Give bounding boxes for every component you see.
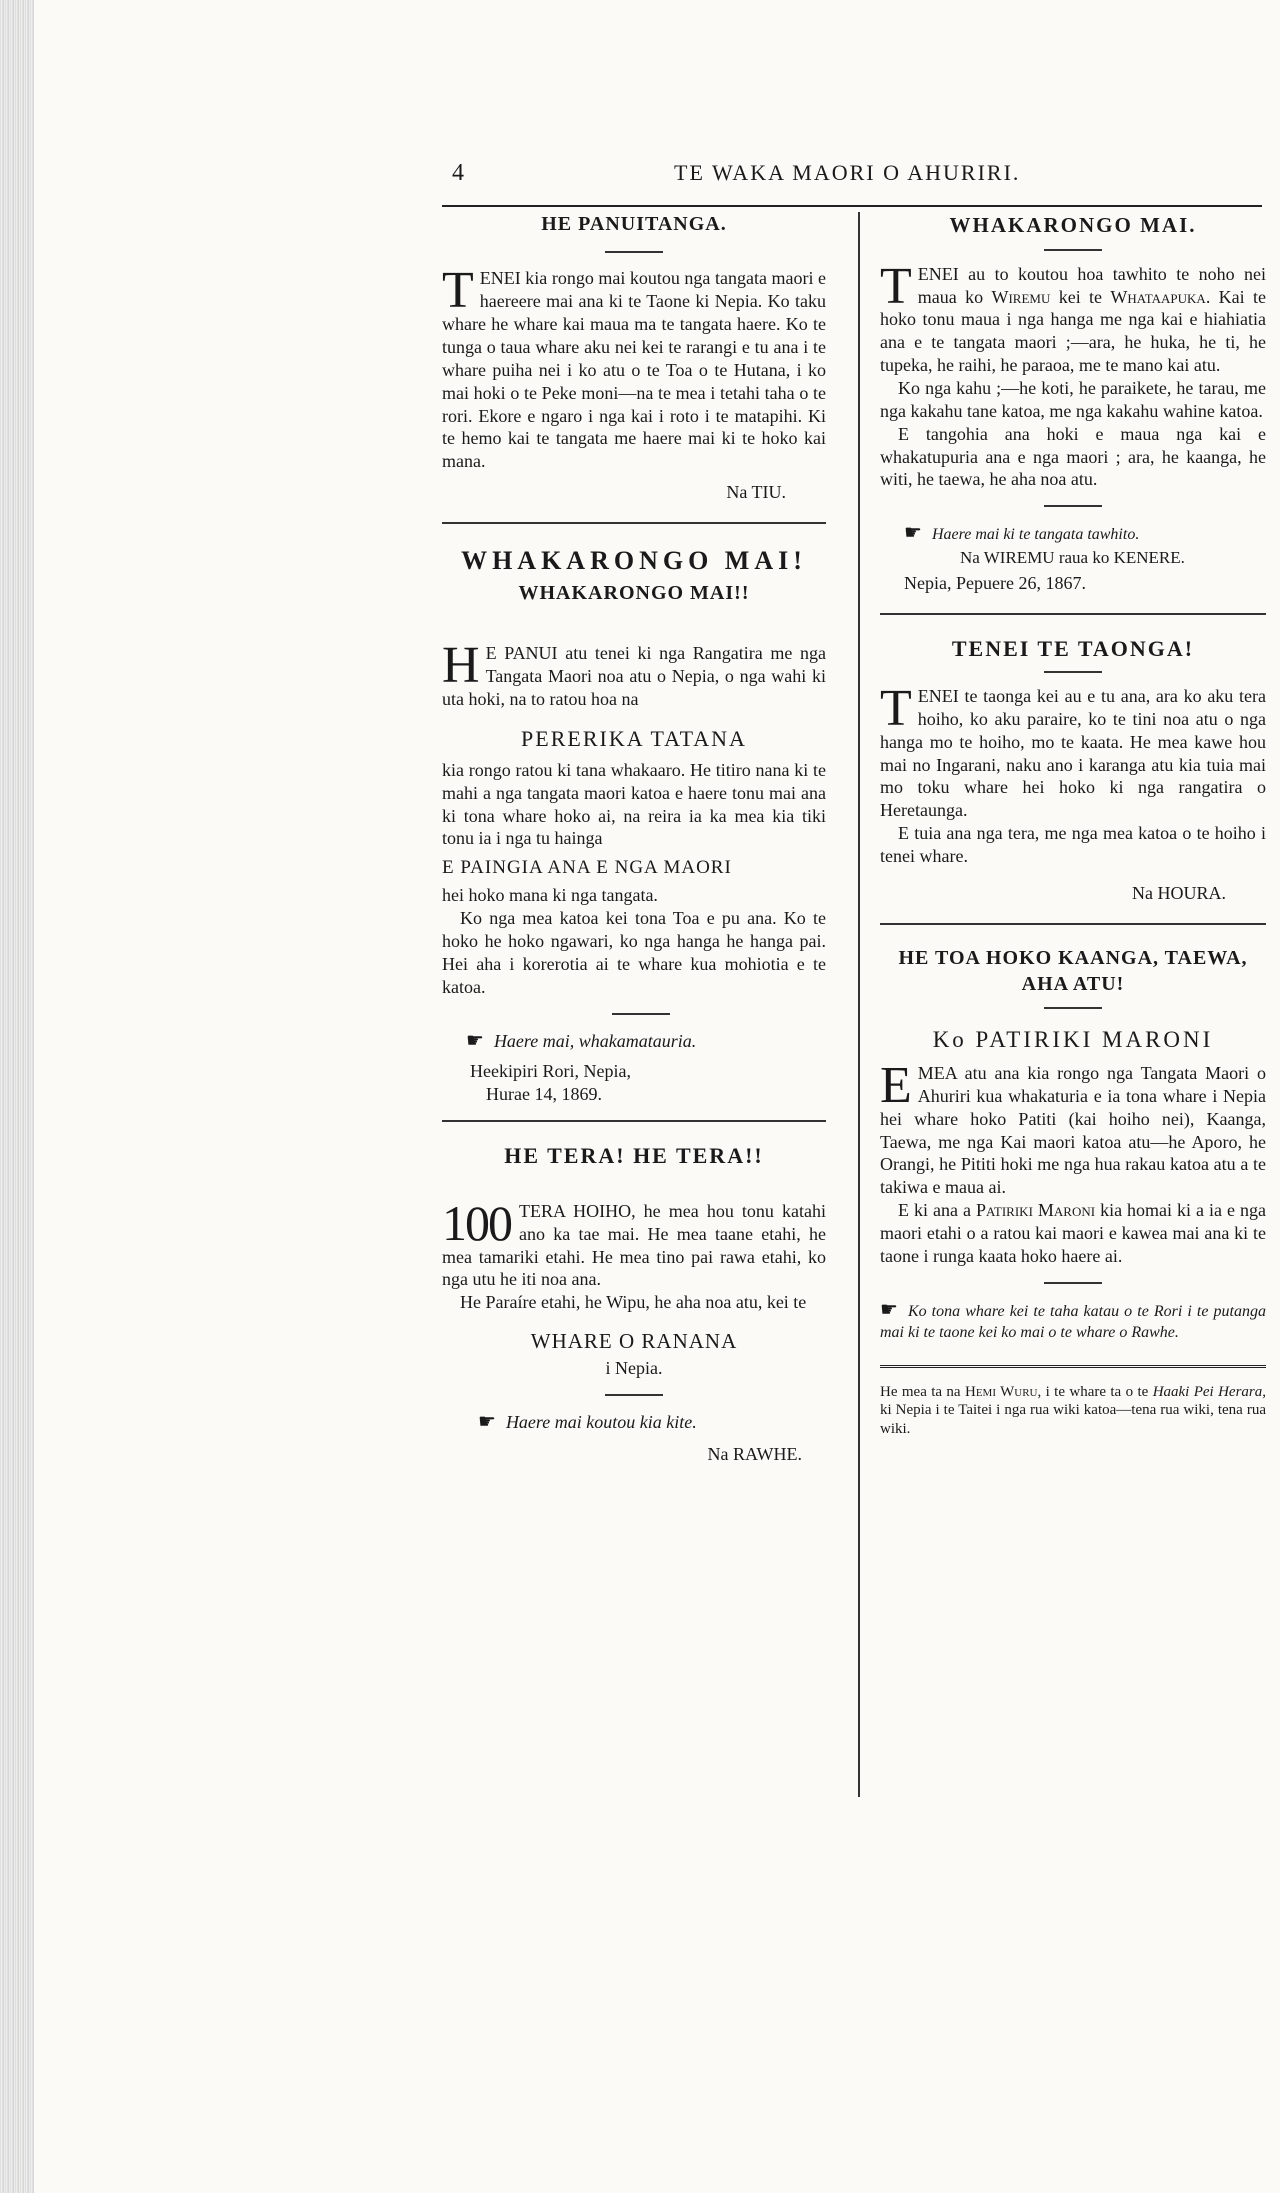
header-rule (442, 205, 1262, 207)
ad-whakarongo-mai (442, 544, 826, 1106)
imprint-rule (880, 1365, 1266, 1371)
pointing-hand-icon: ☛ (904, 522, 922, 545)
short-rule (605, 251, 663, 253)
short-rule (612, 1013, 670, 1015)
drop-number: 100 (442, 1194, 511, 1251)
ad-paragraph: E tangohia ana hoki e maua nga kai e whakatupuria ana e nga maori ; ara, he kaanga, he witi, he taewa, he aha noa atu. (880, 423, 1266, 490)
drop-cap: H (442, 637, 480, 695)
ad-paragraph: Ko nga mea katoa kei tona Toa e pu ana. Ko te hoko he hoko ngawari, ko nga hanga he hanga pai. Hei aha i korerotia ai te whare kua mohiotia e te katoa. (442, 908, 826, 997)
section-rule (880, 923, 1266, 925)
ad-panuitanga (442, 212, 826, 504)
ad-tenei-te-taonga (880, 635, 1266, 905)
ad-subtitle: WHAKARONGO MAI!! (518, 582, 750, 604)
ad-date: Hurae 14, 1869. (486, 1084, 602, 1105)
ad-toa-hoko (880, 945, 1266, 1343)
ad-title: WHAKARONGO MAI! (461, 545, 807, 575)
short-rule (605, 1394, 663, 1396)
signature: Na TIU. (726, 482, 786, 503)
drop-cap: E (880, 1056, 912, 1114)
ad-body: TENEI kia rongo mai koutou nga tangata maori e haereere mai ana ki te Taone ki Nepia. Ko taku whare he whare kai maua ma te tangata haere. Ko te tunga o taua whare aku nei kei te rarangi e tu ana i te whare puiha nei i ko atu o te Toa o te Hutana, i ko mai hoki o te Peke moni—na te mea i tetahi taha o te rori. Ekore e ngaro i nga kai i roto i te matapihi. Ki te hemo kai te tangata me haere mai ki te hoko kai mana. (442, 262, 826, 472)
ad-whakarongo-mai-right (880, 212, 1266, 595)
newspaper-title: TE WAKA MAORI O AHURIRI. (674, 160, 1021, 185)
drop-cap: T (442, 262, 474, 320)
ad-paragraph: TENEI au to koutou hoa tawhito te noho nei maua ko Wiremu kei te Whataapuka. Kai te hoko tonu maua i nga hanga me nga kai e hiahiatia ana e te tangata maori ;—ara, he huka, he ti, he tupeka, he raihi, he paraoa, me te mano kai atu. (880, 257, 1267, 376)
ad-title: HE TERA! HE TERA!! (504, 1142, 764, 1168)
page-number: 4 (452, 160, 464, 186)
section-rule (442, 1120, 826, 1122)
scan-binding-edge (0, 0, 34, 2193)
ad-paragraph: Ko nga kahu ;—he koti, he paraikete, he tarau, me nga kakahu tane katoa, me nga kakahu wahine katoa. (880, 377, 1266, 421)
ad-title: WHAKARONGO MAI. (949, 213, 1197, 237)
drop-cap: T (880, 257, 912, 315)
ad-paragraph: TENEI te taonga kei au e tu ana, ara ko aku tera hoiho, ko aku paraire, ko te tini noa atu o nga hanga mo te hoiho, mo te kaata. He mea kawe hou mai no Ingarani, naku ano i karanga atu kia tuia mai mo toku whare hei hoko ki nga rangatira o Heretaunga. (880, 680, 1266, 821)
section-rule (880, 613, 1266, 615)
ad-paragraph: kia rongo ratou ki tana whakaaro. He titiro nana ki te mahi a nga tangata maori katoa e haere tonu mai ana ki tona whare hoko ai, na reira ia ka mea kia tiki tonu ia i nga tu hainga (442, 759, 826, 849)
right-column (880, 212, 1266, 1439)
column-divider (858, 212, 860, 1797)
merchant-name: Ko PATIRIKI MARONI (932, 1026, 1214, 1052)
ad-intro: H E PANUI atu tenei ki nga Rangatira me nga Tangata Maori noa atu o Nepia, o nga wahi ki uta hoki, na to ratou hoa na (442, 637, 826, 710)
ad-paragraph: EMEA atu ana kia rongo nga Tangata Maori o Ahuriri kua whakaturia e ia tona whare i Nepia hei whare hoko Patiti (kai hoiho nei), Kaanga, Taewa, me nga Kai maori katoa atu—he Aporo, he Orangi, he Pititi hoki me nga hua rakau katoa atu a te takiwa e maua ai. (880, 1056, 1266, 1198)
ad-paragraph: He Paraíre etahi, he Wipu, he aha noa atu, kei te (460, 1292, 807, 1313)
short-rule (1044, 1282, 1102, 1284)
ad-paragraph: E tuia ana nga tera, me nga mea katoa o te hoiho i tenei whare. (880, 823, 1266, 867)
pointing-hand-icon: ☛ (466, 1029, 484, 1052)
short-rule (1044, 249, 1102, 251)
store-name: WHARE O RANANA (530, 1329, 738, 1354)
ad-title: HE PANUITANGA. (541, 213, 727, 235)
drop-cap: T (880, 680, 912, 738)
ad-title: TENEI TE TAONGA! (951, 636, 1195, 662)
merchant-name: PERERIKA TATANA (521, 725, 747, 751)
signature: Na HOURA. (1132, 882, 1226, 903)
printer-imprint: He mea ta na Hemi Wuru, i te whare ta o te Haaki Pei Herara, ki Nepia i te Taitei i nga rua wiki katoa—tena rua wiki, tena rua wiki. (880, 1383, 1267, 1438)
ad-paragraph: hei hoko mana ki nga tangata. (442, 885, 658, 906)
ad-caps-line: E PAINGIA ANA E NGA MAORI (442, 857, 732, 879)
page-header (442, 160, 1262, 196)
ad-note: ☛ Haere mai koutou kia kite. (478, 1410, 826, 1435)
signature: Na RAWHE. (707, 1444, 802, 1465)
short-rule (1044, 1007, 1102, 1009)
pointing-hand-icon: ☛ (880, 1298, 898, 1321)
ad-note: ☛ Haere mai ki te tangata tawhito. (904, 521, 1266, 546)
ad-paragraph: E ki ana a Patiriki Maroni kia homai ki a ia e nga maori etahi o a ratou kai maori e kawea mai ana ki te taone i runga kaata hoko haere ai. (880, 1200, 1266, 1266)
ad-date: Nepia, Pepuere 26, 1867. (904, 573, 1086, 594)
ad-note: ☛ Haere mai, whakamatauria. (466, 1029, 826, 1054)
store-town: i Nepia. (605, 1357, 663, 1378)
pointing-hand-icon: ☛ (478, 1410, 496, 1433)
short-rule (1044, 671, 1102, 673)
section-rule (442, 522, 826, 524)
short-rule (1044, 505, 1102, 507)
left-column (442, 212, 826, 1466)
ad-he-tera (442, 1142, 826, 1466)
ad-title: HE TOA HOKO KAANGA, TAEWA, AHA ATU! (898, 946, 1248, 995)
signature: Na WIREMU raua ko KENERE. (960, 547, 1185, 567)
ad-note: ☛ Ko tona whare kei te taha katau o te Rori i te putanga mai ki te taone kei ko mai o te whare o Rawhe. (880, 1298, 1266, 1341)
ad-paragraph: 100 TERA HOIHO, he mea hou tonu katahi ano ka tae mai. He mea taane etahi, he mea tamariki etahi. He mea tino pai rawa etahi, ko nga utu he iti noa ana. (442, 1194, 826, 1290)
ad-place: Heekipiri Rori, Nepia, (470, 1061, 631, 1082)
